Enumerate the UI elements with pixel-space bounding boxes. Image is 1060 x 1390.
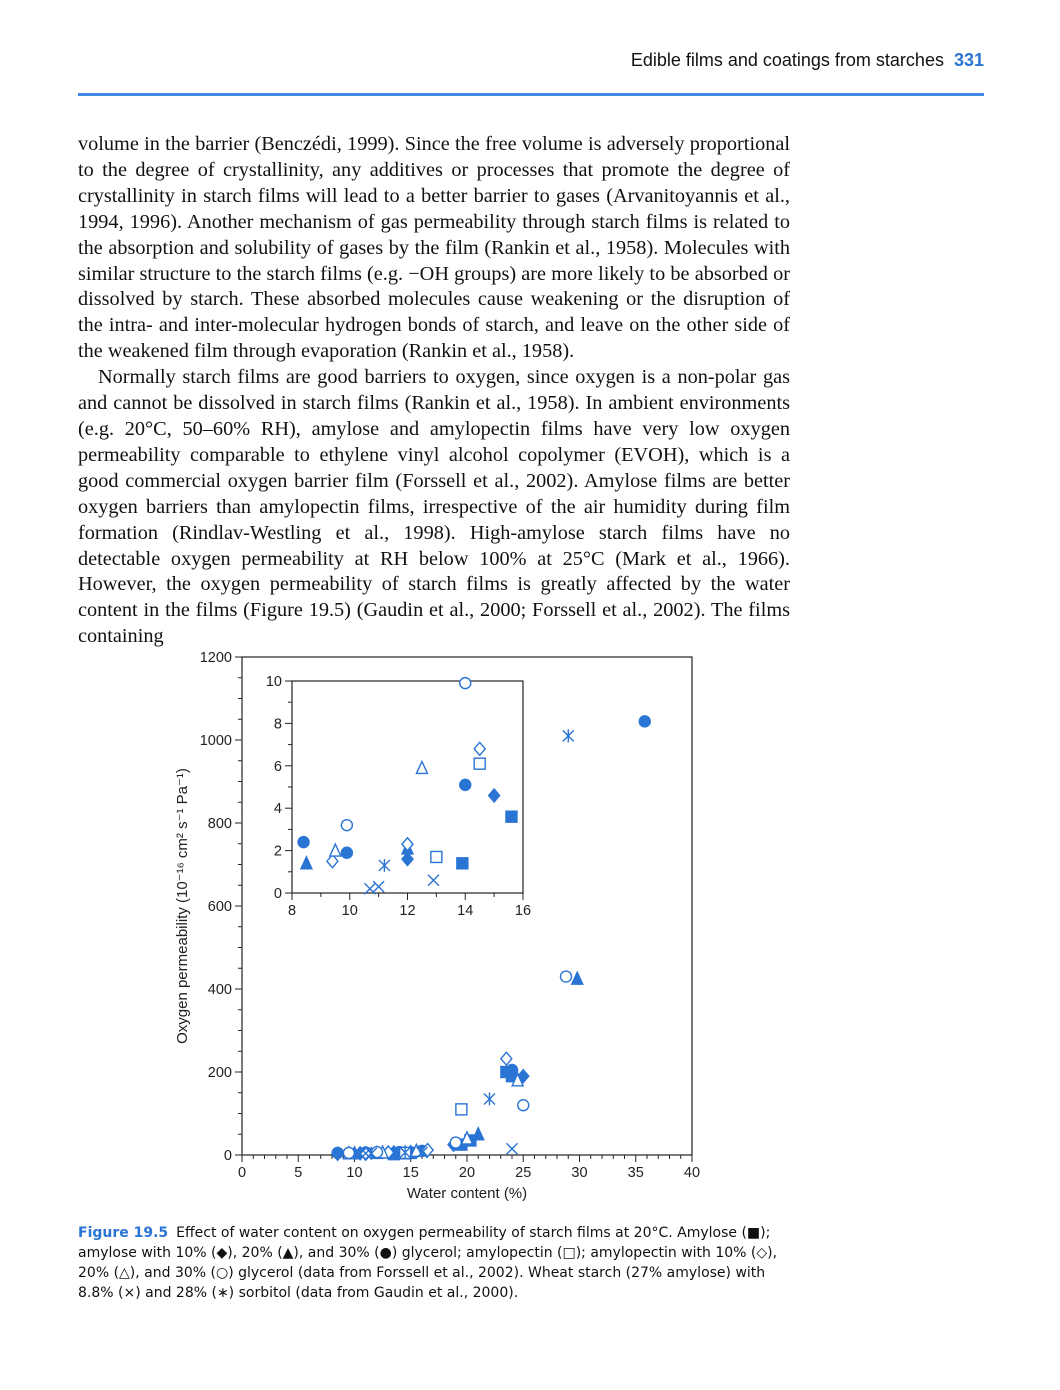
- data-point: [561, 971, 572, 982]
- running-title: Edible films and coatings from starches: [630, 50, 944, 70]
- body-text: [78, 132, 790, 650]
- data-point: [639, 716, 650, 727]
- x-tick-label: 10: [346, 1165, 363, 1181]
- inset-plot: [266, 674, 531, 919]
- y-tick-label: 0: [223, 1148, 232, 1164]
- data-point: [572, 972, 583, 984]
- data-point: [501, 1052, 512, 1065]
- y-tick-label: 800: [207, 816, 232, 832]
- caption-text: Effect of water content on oxygen permeability of starch films at 20°C. Amylose (■); amylose with 10% (◆), 20% (▲), and 30% (●) glycerol; amylopectin (□); amylopectin with 10% (◇), 20% (△), and 30% (○) glycerol (data from Forssell et al., 2002). Wheat starch (27% amylose) with 8.8% (×) and 28% (∗) sorbitol (data from Gaudin et al., 2000).: [78, 1225, 778, 1301]
- header-rule: [78, 93, 984, 96]
- x-tick-label: 0: [237, 1165, 247, 1181]
- data-point: [431, 851, 442, 862]
- y-tick-label: 10: [265, 674, 282, 690]
- x-tick-label: 30: [571, 1165, 588, 1181]
- data-point: [332, 1147, 343, 1158]
- data-point: [473, 1128, 484, 1140]
- y-tick-label: 8: [273, 716, 282, 733]
- running-header: [78, 50, 984, 76]
- x-tick-label: 5: [294, 1165, 303, 1181]
- data-point: [484, 1092, 495, 1105]
- x-tick-label: 15: [402, 1165, 419, 1181]
- data-point: [450, 1137, 461, 1148]
- y-tick-label: 400: [207, 982, 232, 998]
- data-point: [563, 729, 574, 742]
- paragraph-2: Normally starch films are good barriers to oxygen, since oxygen is a non-polar gas and cannot be dissolved in starch films (Rankin et al., 1958). In ambient environments (e.g. 20°C, 50–60% RH), amylose and amylopectin films have very low oxygen permeability comparable to ethylene vinyl alcohol copolymer (EVOH), which is a good commercial oxygen barrier film (Forssell et al., 2002). Amylose films are better oxygen barriers than amylopectin films, irrespective of the air humidity during film formation (Rindlav-Westling et al., 1998). High-amylose starch films have no detectable oxygen permeability at RH below 100% at 25°C (Mark et al., 1966). However, the oxygen permeability of starch films is greatly affected by the water content in the films (Figure 19.5) (Gaudin et al., 2000; Forssell et al., 2002). The films containing: [78, 366, 790, 648]
- x-tick-label: 25: [515, 1165, 532, 1181]
- figure-19-5-chart: [160, 645, 720, 1215]
- data-point: [456, 1104, 467, 1115]
- y-axis-label: Oxygen permeability (10⁻¹⁶ cm² s⁻¹ Pa⁻¹): [174, 768, 191, 1044]
- y-tick-label: 1000: [199, 733, 232, 749]
- x-tick-label: 16: [514, 903, 532, 919]
- data-point: [460, 678, 471, 689]
- data-point: [518, 1100, 529, 1111]
- x-tick-label: 20: [458, 1165, 476, 1181]
- paragraph-1: volume in the barrier (Benczédi, 1999). Since the free volume is adversely proportional to the degree of crystallinity, any additives or processes that promote the degree of crystallinity in starch films will lead to a better barrier to gases (Arvanitoyannis et al., 1994, 1996). Another mechanism of gas permeability through starch films is related to the absorption and solubility of gases by the film (Rankin et al., 1958). Molecules with similar structure to the starch films (e.g. −OH groups) are more likely to be absorbed or dissolved by starch. These absorbed molecules cause weakening or the disruption of the intra- and inter-molecular hydrogen bonds of starch, and leave on the other side of the weakened film through evaporation (Rankin et al., 1958).: [78, 133, 790, 363]
- y-tick-label: 4: [273, 801, 282, 818]
- page-number: 331: [953, 50, 984, 70]
- x-tick-label: 40: [683, 1165, 701, 1181]
- x-tick-label: 14: [457, 903, 474, 919]
- y-tick-label: 200: [207, 1065, 232, 1081]
- x-tick-label: 12: [399, 903, 416, 919]
- data-point: [457, 858, 468, 869]
- data-point: [507, 1143, 518, 1154]
- data-point: [341, 820, 352, 831]
- y-tick-label: 0: [273, 886, 282, 902]
- data-point: [343, 1147, 354, 1158]
- y-tick-label: 1200: [199, 650, 232, 666]
- x-tick-label: 35: [627, 1165, 644, 1181]
- figure-caption: [78, 1223, 778, 1303]
- data-point: [506, 811, 517, 822]
- x-tick-label: 10: [341, 903, 358, 919]
- data-point: [298, 837, 309, 848]
- data-point: [474, 758, 485, 769]
- data-point: [460, 779, 471, 790]
- y-tick-label: 6: [273, 758, 282, 775]
- x-tick-label: 8: [287, 903, 297, 919]
- figure-label: Figure 19.5: [78, 1225, 169, 1241]
- x-axis-label: Water content (%): [406, 1185, 528, 1202]
- y-tick-label: 600: [207, 899, 232, 915]
- data-point: [341, 847, 352, 858]
- data-point: [507, 1064, 518, 1075]
- y-tick-label: 2: [273, 843, 282, 860]
